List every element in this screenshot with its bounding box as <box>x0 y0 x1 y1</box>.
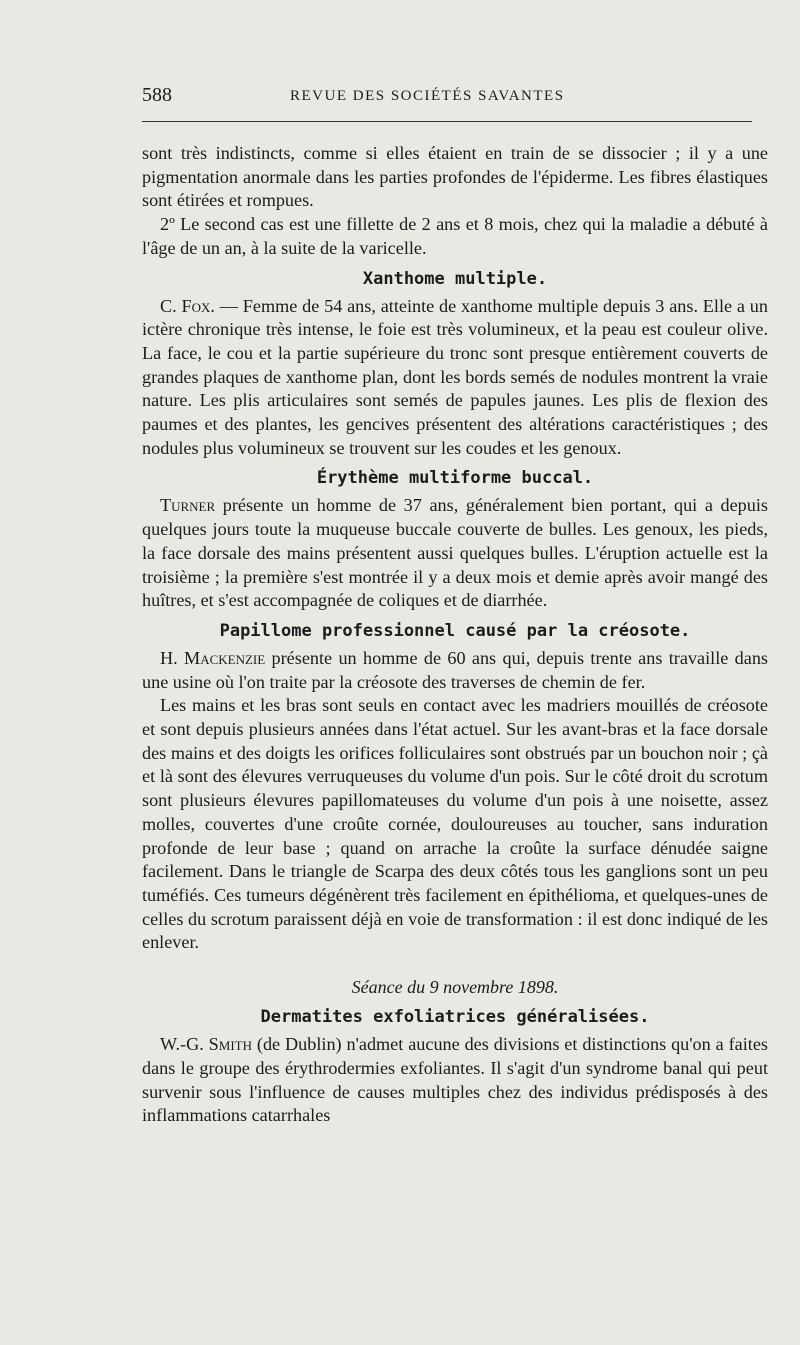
paragraph-text: présente un homme de 37 ans, généralement bien portant, qui a depuis quelques jours toute la muqueuse buccale couverte de bulles. Les genoux, les pieds, la face dorsale des mains présentent aussi quelques bulles. L'éruption actuelle est la troisième ; la première s'est montrée il y a deux mois et demie après avoir mangé des huîtres, et s'est accompagnée de coliques et de diarrhée. <box>142 495 768 611</box>
paragraph: sont très indistincts, comme si elles étaient en train de se dissocier ; il y a une pigmentation anormale dans les parties profondes de l'épiderme. Les fibres élastiques sont étirées et rompues. <box>142 143 768 211</box>
page-number: 588 <box>142 84 172 106</box>
author-name: W.-G. Smith <box>160 1034 253 1055</box>
paragraph-text: présente un homme de 60 ans qui, depuis trente ans travaille dans une usine où l'on traite par la créosote des traverses de chemin de fer. <box>142 647 768 692</box>
paragraph: Les mains et les bras sont seuls en contact avec les madriers mouillés de créosote et sont depuis plusieurs années dans l'état actuel. Sur les avant-bras et la face dorsale des mains et des doigts les orifices folliculaires sont obstrués par un bouchon noir ; çà et là sont des élevures verruqueuses du volume d'un pois. Sur le côté droit du scrotum sont plusieurs élevures papillomateuses du volume d'un pois à une noisette, assez molles, couvertes d'une croûte cornée, douloureuses au toucher, sans induration profonde de leur base ; quand on arrache la croûte la surface dénudée saigne facilement. Dans le triangle de Scarpa des deux côtés tous les ganglions sont un peu tuméfiés. Ces tumeurs dégénèrent très facilement en épithélioma, et quelques-unes de celles du scrotum paraissent déjà en voie de transformation : il est donc indiqué de les enlever. <box>142 695 768 953</box>
paragraph <box>142 295 768 461</box>
running-title: REVUE DES SOCIÉTÉS SAVANTES <box>290 88 565 104</box>
paragraph <box>142 647 768 694</box>
paragraph <box>142 1033 768 1128</box>
page-body <box>142 142 768 1128</box>
section-heading: Xanthome multiple. <box>362 268 548 289</box>
page-header <box>142 84 752 114</box>
author-name: C. Fox. <box>160 295 215 316</box>
section-heading: Papillome professionnel causé par la créosote. <box>219 620 691 641</box>
paragraph-text: — Femme de 54 ans, atteinte de xanthome multiple depuis 3 ans. Elle a un ictère chronique très intense, le foie est très volumineux, et la peau est couleur olive. La face, le cou et la partie supérieure du tronc sont presque entièrement couverts de grandes plaques de xanthome plan, dont les bords semés de nodules montrent la vraie nature. Les plis articulaires sont semés de papules jaunes. Les plis de flexion des paumes et des plantes, les gencives présentent des altérations caractéristiques ; des nodules plus volumineux se trouvent sur les coudes et les genoux. <box>142 295 768 458</box>
paragraph <box>142 494 768 613</box>
section-heading: Érythème multiforme buccal. <box>316 468 594 489</box>
section-heading: Dermatites exfoliatrices généralisées. <box>260 1007 650 1028</box>
header-rule <box>142 121 752 122</box>
paragraph: 2º Le second cas est une fillette de 2 ans et 8 mois, chez qui la maladie a débuté à l'âge de un an, à la suite de la varicelle. <box>142 214 768 258</box>
author-name: Turner <box>160 495 216 516</box>
paragraph-text: (de Dublin) n'admet aucune des divisions et distinctions qu'on a faites dans le groupe des érythrodermies exfoliantes. Il s'agit d'un syndrome banal qui peut survenir sous l'influence de causes multiples chez des individus prédisposés à des inflammations catarrhales <box>142 1034 768 1126</box>
author-name: H. Mackenzie <box>160 647 266 668</box>
session-date: Séance du 9 novembre 1898. <box>351 977 559 998</box>
